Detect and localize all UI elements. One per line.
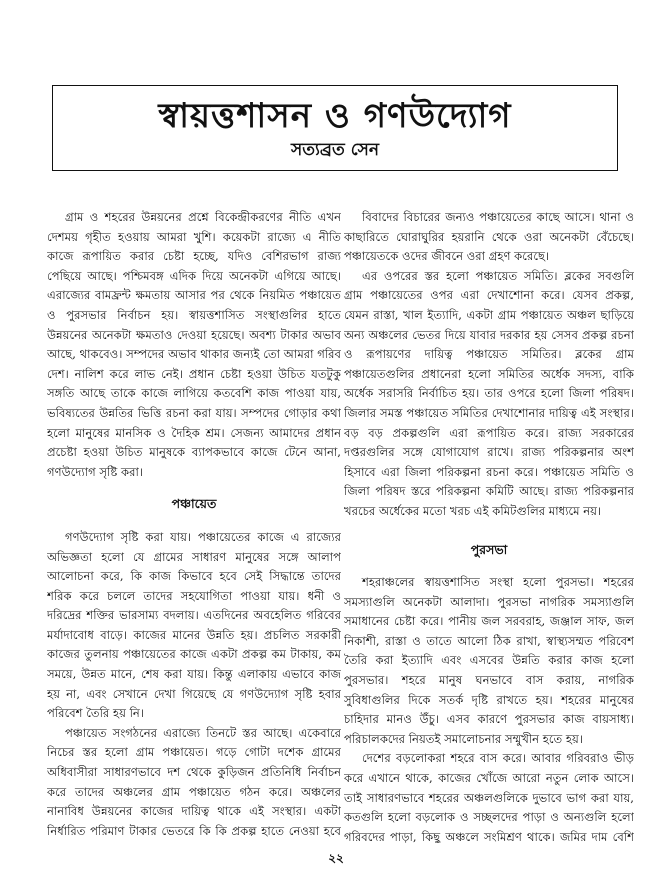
- paragraph: বিবাদের বিচারের জন্যও পঞ্চায়েতের কাছে আসে। থানা ও কাছারিতে ঘোরাঘুরির হয়রানি থেকে ওরা অনেকটা বেঁচেছে। পঞ্চায়েতকে ওদের জীবনে ওরা গ্রহণ করেছে।: [344, 210, 634, 264]
- section-heading-pourasabha: পুরসভা: [470, 541, 508, 557]
- page-number: ২২: [328, 851, 344, 865]
- paragraph: পঞ্চায়েত সংগঠনের এরাজ্যে তিনটে স্তর আছে। একেবারে নিচের স্তর হলো গ্রাম পঞ্চায়েত। গড়ে গোটা দশেক গ্রামের অধিবাসীরা সাধারণভাবে দশ থেকে কুড়িজন প্রতিনিধি নির্বাচন করে তাদের অঞ্চলের গ্রাম পঞ্চায়েত গঠন করে। অঞ্চলের নানাবিধ উন্নয়নের কাজের দায়িত্ব থাকে এই সংস্থার। একটা নির্ধারিত পরিমাণ টাকার ভেতরে কি কি প্রকল্প হাতে নেওয়া হবে: [47, 725, 341, 838]
- paragraph: গণউদ্যোগ সৃষ্টি করা যায়। পঞ্চায়েতের কাজে এ রাজ্যের অভিজ্ঞতা হলো যে গ্রামের সাধারণ মানুষের সঙ্গে আলাপ আলোচনা করে, কি কাজ কিভাবে হবে সেই সিদ্ধান্তে তাদের শরিক করে চললে তাদের সহযোগিতা পাওয়া যায়। ধনী ও দরিদ্রের শক্তির ভারসাম্য বদলায়। এতদিনের অবহেলিত গরিবের মর্যাদাবোধ বাড়ে। কাজের মানের উন্নতি হয়। প্রচলিত সরকারী কাজের তুলনায় পঞ্চায়েতের কাজে একটা প্রকল্প কম টাকায়, কম সময়ে, উন্নত মানে, শেষ করা যায়। কিন্তু এলাকায় এভাবে কাজ হয় না, এবং সেখানে দেখা গিয়েছে যে গণউদ্যোগ সৃষ্টি হবার পরিবেশ তৈরি হয় নি।: [47, 529, 341, 721]
- paragraph: এর ওপরের স্তর হলো পঞ্চায়েত সমিতি। ব্লকের সবগুলি গ্রাম পঞ্চায়েতের ওপর এরা দেখাশোনা করে। যেসব প্রকল্প, যেমন রাস্তা, খাল ইত্যাদি, একটা গ্রাম পঞ্চায়েত অঞ্চল ছাড়িয়ে অন্য অঞ্চলের ভেতর দিয়ে যাবার দরকার হয় সেসব প্রকল্প রচনা ও রূপায়ণের দায়িত্ব পঞ্চায়েত সমিতির। ব্লকের গ্রাম পঞ্চায়েতগুলির প্রধানেরা হলো সমিতির অর্ধেক সদস্য, বাকি অর্ধেক সরাসরি নির্বাচিত হয়। তার ওপরে হলো জিলা পরিষদ। জিলার সমস্ত পঞ্চায়েত সমিতির দেখাশোনার দায়িত্ব এই সংস্থার। বড় বড় প্রকল্পগুলি এরা রূপায়িত করে। রাজ্য সরকারের দপ্তরগুলির সঙ্গে যোগাযোগ রাখে। রাজ্য পরিকল্পনার অংশ হিসাবে এরা জিলা পরিকল্পনা রচনা করে। পঞ্চায়েত সমিতি ও জিলা পরিষদ স্তরে পরিকল্পনা কমিটি আছে। রাজ্য পরিকল্পনার খরচের অর্ধেকের মতো খরচ এই কমিটগুলির মাধ্যমে নয়।: [344, 268, 634, 518]
- paragraph: গ্রাম ও শহরের উন্নয়নের প্রশ্নে বিকেন্দ্রীকরণের নীতি এখন দেশময় গৃহীত হওয়ায় আমরা খুশি। কয়েকটা রাজ্যে এ নীতি কাজে রূপায়িত করার চেষ্টা হচ্ছে, যদিও বেশিরভাগ রাজ্য পেছিয়ে আছে। পশ্চিমবঙ্গ এদিক দিয়ে অনেকটা এগিয়ে আছে। এরাজ্যের বামফ্রন্ট ক্ষমতায় আসার পর থেকে নিয়মিত পঞ্চায়েত ও পুরসভার নির্বাচন হয়। স্বায়ত্তশাসিত সংস্থাগুলির হাতে উন্নয়নের অনেকটা ক্ষমতাও দেওয়া হয়েছে। অবশ্য টাকার অভাব আছে, থাকবেও। সম্পদের অভাব থাকার জন্যই তো আমরা গরিব দেশ। নালিশ করে লাভ নেই। প্রধান চেষ্টা হওয়া উচিত যতটুকু সঙ্গতি আছে তাকে কাজে লাগিয়ে কতবেশি কাজ পাওয়া যায়, ভবিষ্যতের উন্নতির ভিত্তি রচনা করা যায়। সম্পদের গোড়ার কথা হলো মানুষের মানসিক ও দৈহিক শ্রম। সেজন্য আমাদের প্রধান প্রচেষ্টা হওয়া উচিত মানুষকে ব্যাপকভাবে কাজে টেনে আনা, গণউদ্যোগ সৃষ্টি করা।: [47, 210, 341, 479]
- right-column: [344, 208, 634, 843]
- paragraph: দেশের বড়লোকরা শহরে বাস করে। আবার গরিবরাও ভীড় করে এখানে থাকে, কাজের খোঁজে আরো নতুন লোক আসে। তাই সাধারণভাবে শহরের অঞ্চলগুলিকে দুভাবে ভাগ করা যায়, কতগুলি হলো বড়লোক ও সচ্ছলদের পাড়া ও অন্যগুলি হলো গরিবদের পাড়া, কিছু অঞ্চলে সংমিশ্রণ থাকে। জমির দাম বেশি: [344, 751, 634, 843]
- title-box: [52, 85, 618, 171]
- paragraph: শহরাঞ্চলের স্বায়ত্তশাসিত সংস্থা হলো পুরসভা। শহরের সমস্যাগুলি অনেকটা আলাদা। পুরসভা নাগরিক সমস্যাগুলি সমাধানের চেষ্টা করে। পানীয় জল সরবরাহ, জঞ্জাল সাফ, জল নিকাশী, রাস্তা ও তাতে আলো ঠিক রাখা, স্বাস্থ্যসম্মত পরিবেশ তৈরি করা ইত্যাদি এবং এসবের উন্নতি করার কাজ হলো পুরসভার। শহরে মানুষ ঘনভাবে বাস করায়, নাগরিক সুবিধাগুলির দিকে সতর্ক দৃষ্টি রাখতে হয়। শহরের মানুষের চাহিদার মানও উঁচু। এসব কারণে পুরসভার কাজ বায়সাধ্য। পরিচালকদের নিয়তই সমালোচনার সম্মুখীন হতে হয়।: [344, 575, 634, 746]
- section-heading-panchayat: পঞ্চায়েত: [171, 496, 217, 512]
- left-column: [47, 208, 341, 843]
- article-title: স্বায়ত্তশাসন ও গণউদ্যোগ: [158, 96, 512, 136]
- article-author: সত্যব্রত সেন: [291, 140, 379, 160]
